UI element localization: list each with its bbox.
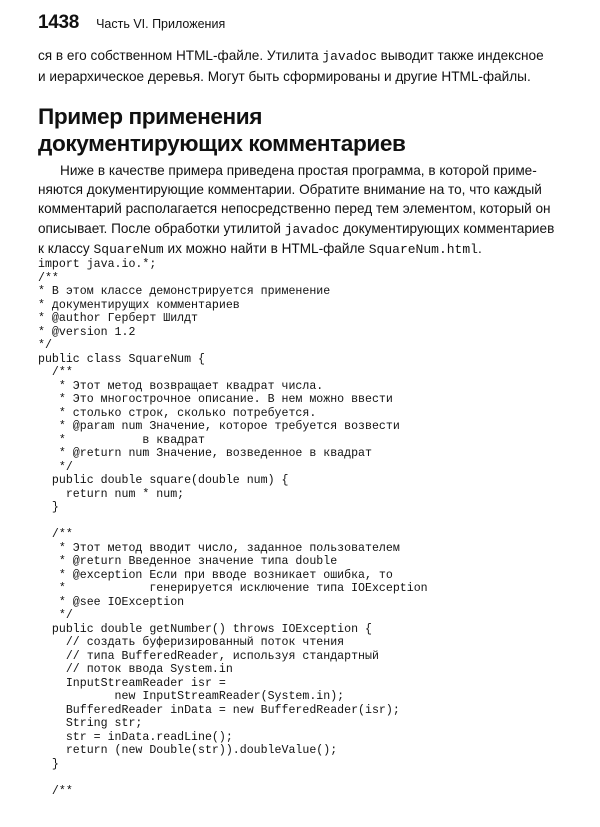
- code-line: public double square(double num) {: [38, 474, 289, 487]
- code-line: */: [38, 609, 73, 622]
- code-line: import java.io.*;: [38, 258, 157, 271]
- inline-code-javadoc: javadoc: [322, 49, 377, 64]
- code-line: /**: [38, 366, 73, 379]
- code-line: * @return Введенное значение типа double: [38, 555, 338, 568]
- code-line: /**: [38, 528, 73, 541]
- code-line: }: [38, 757, 59, 771]
- code-line: * Этот метод возвращает квадрат числа.: [38, 379, 324, 393]
- code-line: return num * num;: [38, 487, 185, 501]
- code-line: [38, 771, 428, 785]
- code-line: BufferedReader inData = new BufferedReader(isr);: [38, 703, 400, 717]
- code-line: * @see IOException: [38, 595, 185, 609]
- code-line: /**: [38, 784, 73, 798]
- code-line: * генерируется исключение типа IOException: [38, 582, 428, 595]
- paragraph-line-1: Ниже в качестве примера приведена простая программа, в которой приме-: [60, 163, 537, 178]
- paragraph-line-4: [38, 219, 565, 239]
- paragraph-line-4-tail: документирующих комментариев: [339, 220, 555, 236]
- code-line: return (new Double(str)).doubleValue();: [38, 744, 338, 757]
- paragraph-line-5-mid: их можно найти в HTML-файле: [163, 240, 369, 256]
- page-header: [38, 12, 225, 34]
- code-line: new InputStreamReader(System.in);: [38, 690, 345, 703]
- code-line: * @exception Если при вводе возникает ошибка, то: [38, 568, 393, 582]
- code-line: */: [38, 339, 52, 352]
- code-line: // поток ввода System.in: [38, 663, 233, 676]
- code-line: }: [38, 501, 59, 514]
- code-line: public class SquareNum {: [38, 352, 205, 366]
- code-line: * столько строк, сколько потребуется.: [38, 406, 317, 420]
- code-line: * в квадрат: [38, 433, 205, 447]
- body-paragraph: [38, 161, 565, 259]
- code-line: InputStreamReader isr =: [38, 676, 226, 690]
- code-line: */: [38, 460, 73, 474]
- running-title: Часть VI. Приложения: [96, 17, 226, 31]
- heading-line-1: Пример применения: [38, 104, 263, 129]
- paragraph-line-4-text: описывает. После обработки утилитой: [38, 220, 285, 236]
- intro-line-1-tail: выводит также индексное: [376, 48, 544, 63]
- intro-line-2: и иерархическое деревья. Могут быть сформированы и другие HTML-файлы.: [38, 69, 531, 84]
- code-line: * В этом классе демонстрируется применение: [38, 285, 331, 298]
- code-line: * Это многострочное описание. В нем можно ввести: [38, 393, 393, 406]
- code-line: public double getNumber() throws IOException {: [38, 622, 372, 636]
- paragraph-line-5-text: к классу: [38, 240, 94, 256]
- inline-code-file-name: SquareNum.html: [368, 241, 478, 257]
- page-number: 1438: [38, 12, 80, 33]
- code-line: // типа BufferedReader, используя стандартный: [38, 649, 379, 663]
- inline-code-javadoc: javadoc: [284, 221, 340, 237]
- code-listing: [38, 258, 428, 798]
- intro-line-1: [38, 46, 565, 67]
- code-line: * @param num Значение, которое требуется возвести: [38, 420, 400, 433]
- code-line: str = inData.readLine();: [38, 730, 233, 744]
- code-line: * документирущих комментариев: [38, 298, 240, 312]
- code-line: String str;: [38, 717, 143, 730]
- section-heading: [38, 103, 578, 157]
- paragraph-line-3: комментарий располагается непосредственно перед тем элементом, который он: [38, 201, 551, 217]
- code-line: /**: [38, 271, 59, 285]
- paragraph-line-5: [38, 239, 565, 259]
- intro-paragraph: [38, 46, 565, 87]
- code-line: // создать буферизированный поток чтения: [38, 636, 345, 649]
- intro-line-1-text: ся в его собственном HTML-файле. Утилита: [38, 48, 323, 63]
- heading-line-2: документирующих комментариев: [38, 131, 406, 156]
- code-line: [38, 515, 428, 529]
- paragraph-line-2: няются документирующие комментарии. Обратите внимание на то, что каждый: [38, 182, 542, 198]
- code-line: * @author Герберт Шилдт: [38, 312, 199, 325]
- code-line: * @return num Значение, возведенное в квадрат: [38, 447, 372, 460]
- paragraph-line-5-tail: .: [477, 240, 482, 256]
- inline-code-class-name: SquareNum: [93, 241, 164, 257]
- code-line: * @version 1.2: [38, 325, 136, 339]
- code-line: * Этот метод вводит число, заданное пользователем: [38, 541, 400, 555]
